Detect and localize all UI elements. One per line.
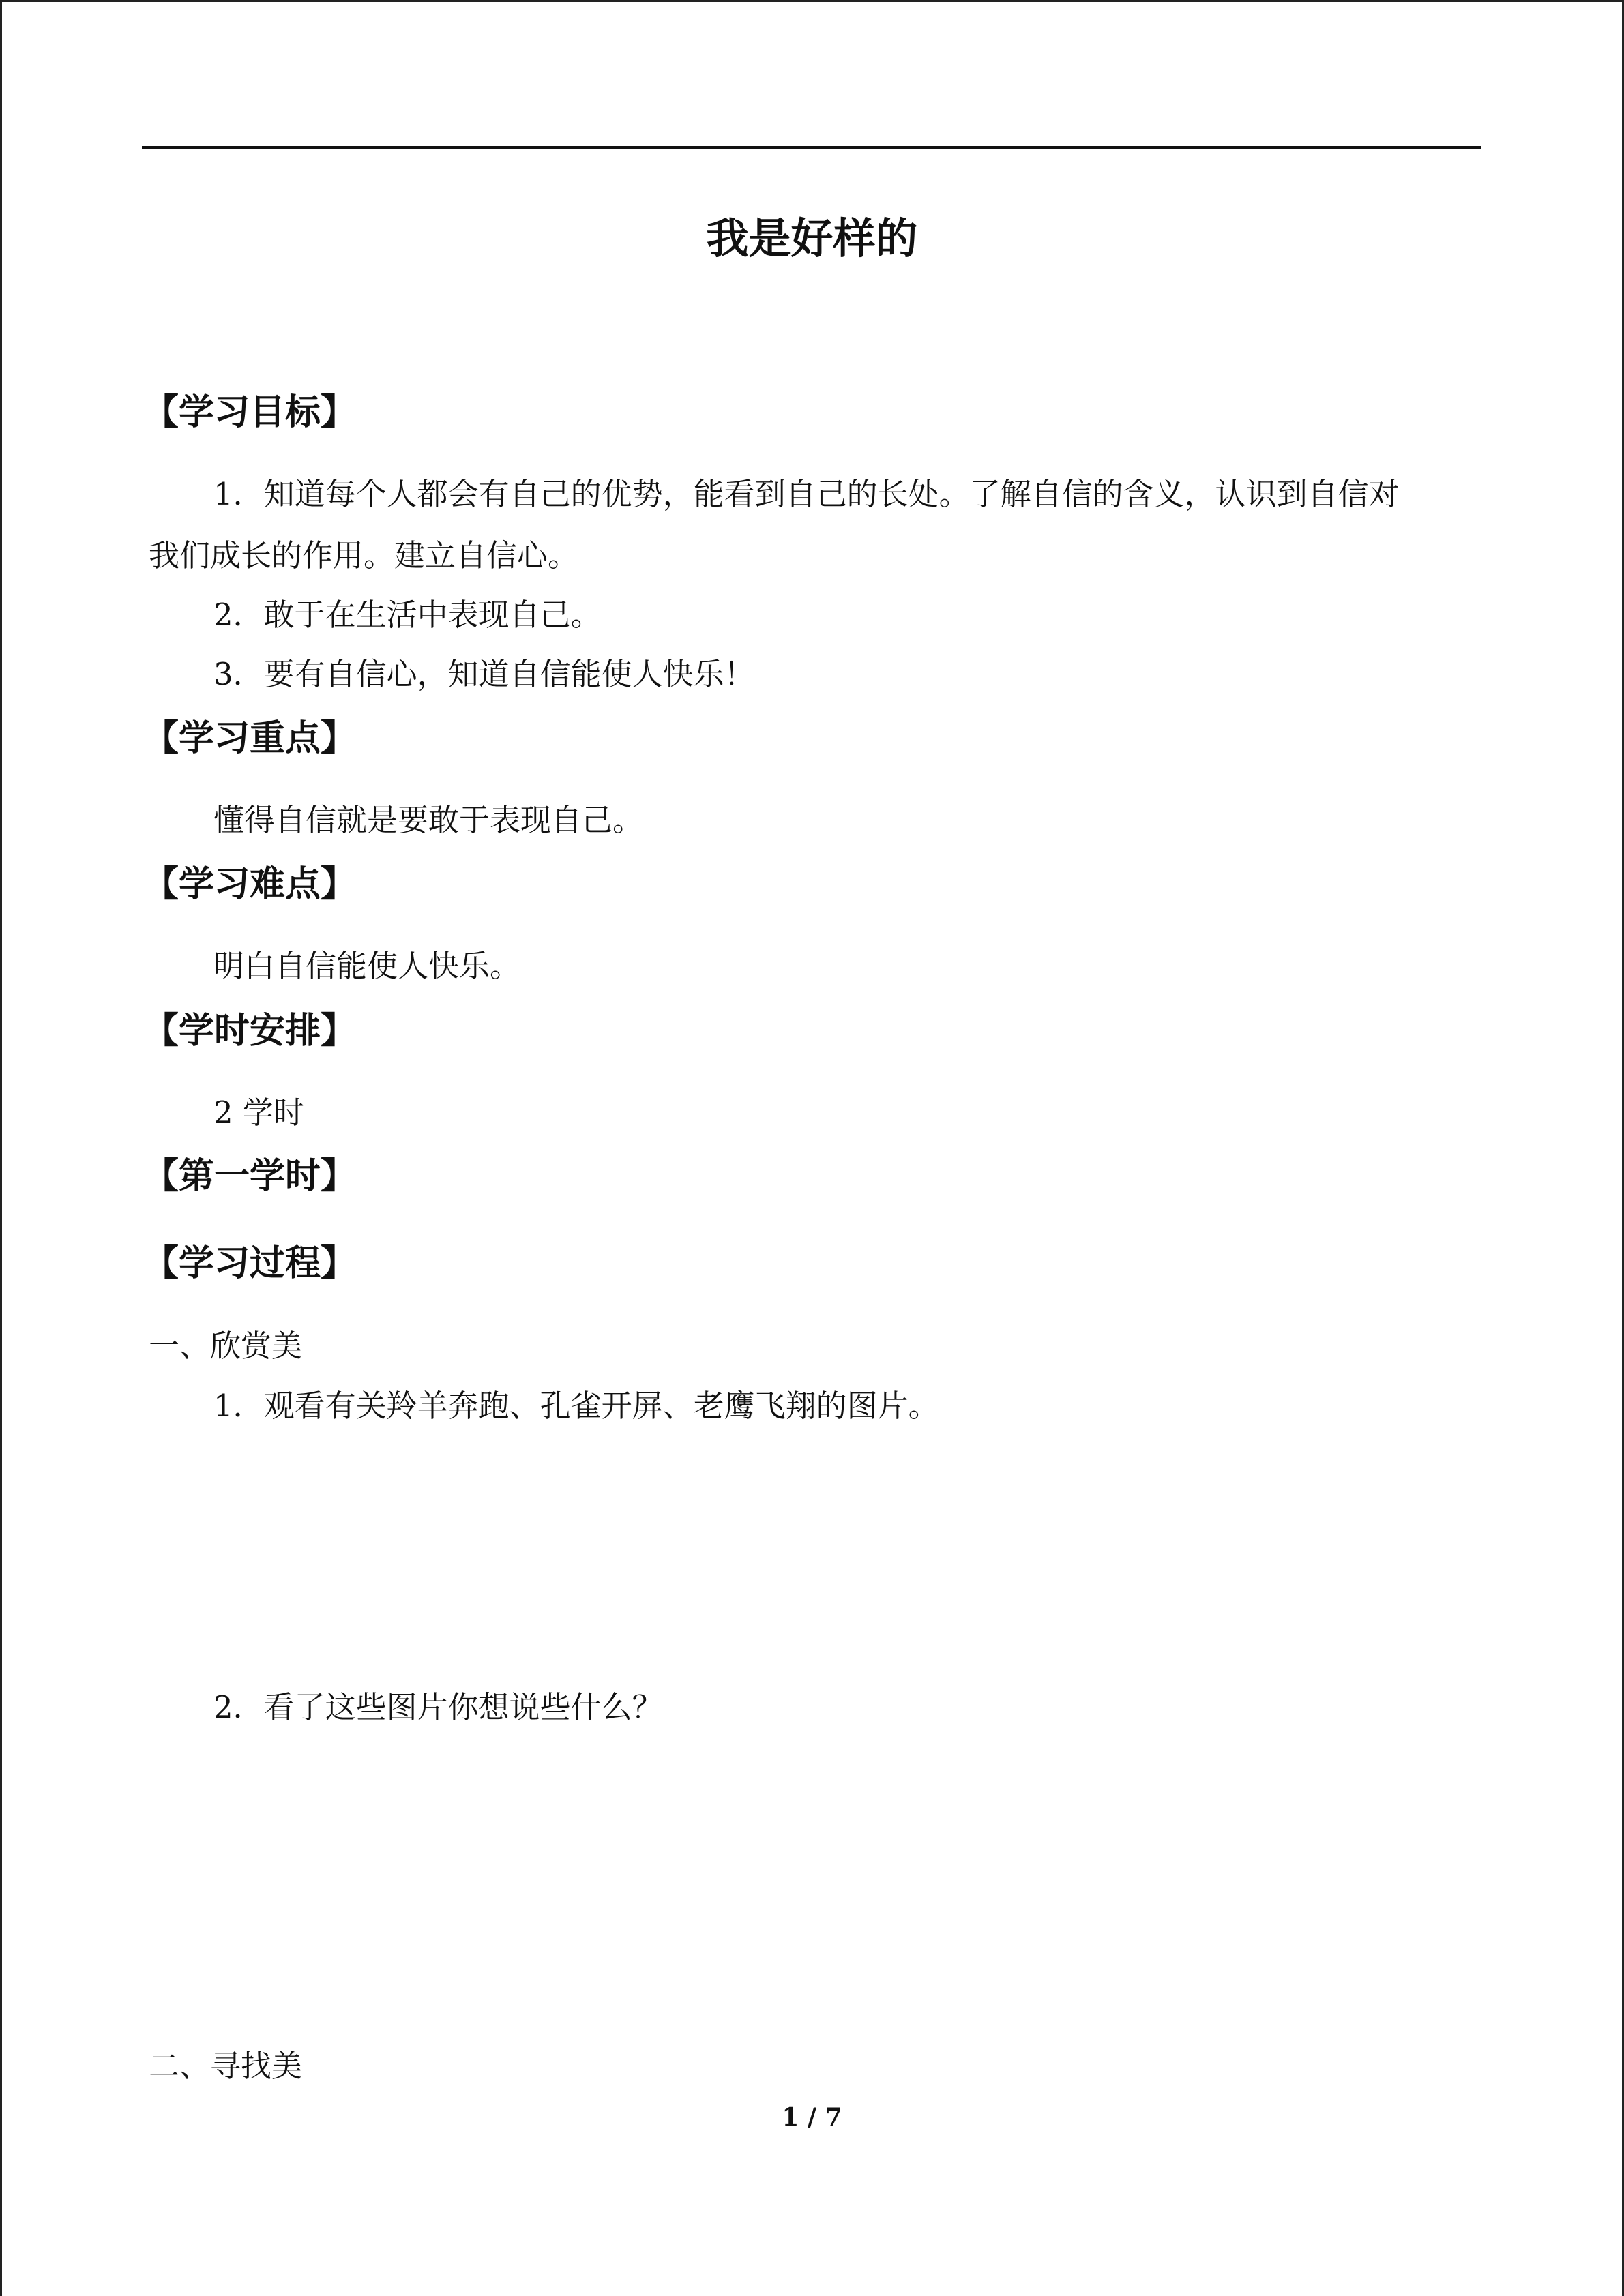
objective-item-2: 2．敢于在生活中表现自己。 bbox=[213, 597, 602, 633]
heading-key-points: 【学习重点】 bbox=[143, 718, 357, 759]
page-number: 1 / 7 bbox=[782, 2103, 842, 2132]
process-part-1-item-2: 2．看了这些图片你想说些什么？ bbox=[213, 1689, 663, 1725]
header-rule bbox=[142, 146, 1481, 149]
heading-process: 【学习过程】 bbox=[143, 1243, 357, 1284]
difficulties-text: 明白自信能使人快乐。 bbox=[213, 948, 521, 984]
heading-difficulties: 【学习难点】 bbox=[143, 864, 357, 905]
objective-item-1-line-2: 我们成长的作用。建立自信心。 bbox=[149, 537, 579, 573]
process-part-2-title: 二、寻找美 bbox=[149, 2048, 303, 2084]
objective-item-3: 3．要有自信心，知道自信能使人快乐！ bbox=[213, 656, 755, 692]
key-points-text: 懂得自信就是要敢于表现自己。 bbox=[213, 802, 644, 838]
heading-schedule: 【学时安排】 bbox=[143, 1011, 357, 1052]
process-part-1-item-1: 1．观看有关羚羊奔跑、孔雀开屏、老鹰飞翔的图片。 bbox=[213, 1388, 939, 1424]
process-part-1-title: 一、欣赏美 bbox=[149, 1328, 303, 1364]
page-title: 我是好样的 bbox=[706, 213, 918, 263]
heading-first-period: 【第一学时】 bbox=[143, 1156, 357, 1197]
objective-item-1-line-1: 1．知道每个人都会有自己的优势，能看到自己的长处。了解自信的含义，认识到自信对 bbox=[213, 476, 1400, 512]
schedule-text: 2 学时 bbox=[213, 1094, 304, 1131]
heading-objectives: 【学习目标】 bbox=[143, 392, 357, 433]
